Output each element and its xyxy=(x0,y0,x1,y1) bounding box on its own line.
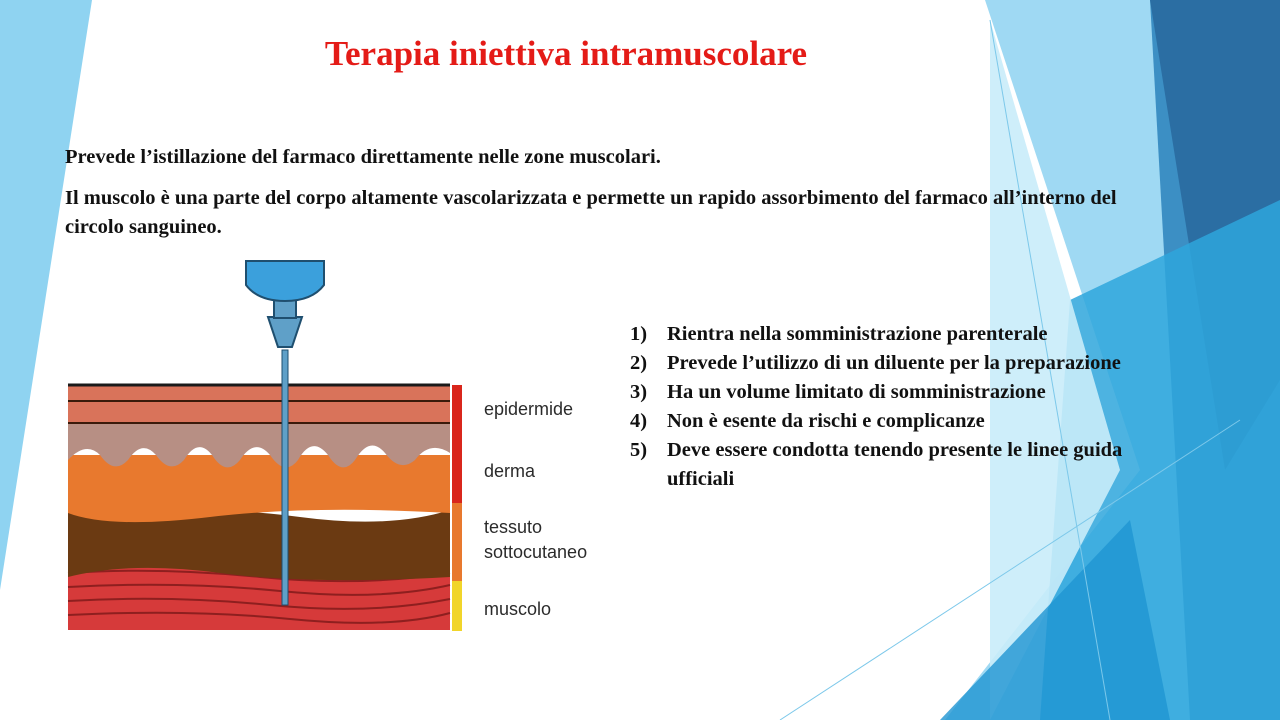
list-item xyxy=(630,320,1150,349)
list-item xyxy=(630,436,1150,494)
list-item-number: 4) xyxy=(630,410,648,432)
epidermis-layer xyxy=(68,385,450,423)
description-text: Il muscolo è una parte del corpo altamente vascolarizzata e permette un rapido assorbimento del farmaco all’interno del circolo sanguineo. xyxy=(65,187,1117,238)
list-item-number: 3) xyxy=(630,381,648,403)
list-item-number: 1) xyxy=(630,323,648,345)
slide-title: Terapia iniettiva intramuscolare xyxy=(324,34,808,73)
needle-hub xyxy=(268,317,302,347)
list-item xyxy=(630,349,1150,378)
label-subcutaneous-line2: sottocutaneo xyxy=(484,542,588,562)
list-item-text: Non è esente da rischi e complicanze xyxy=(667,410,985,432)
label-dermis: derma xyxy=(484,461,536,481)
intro-text: Prevede l’istillazione del farmaco direttamente nelle zone muscolari. xyxy=(65,146,661,168)
list-item-text: Deve essere condotta tenendo presente le linee guida ufficiali xyxy=(667,439,1123,490)
list-item-text: Rientra nella somministrazione parenterale xyxy=(667,323,1048,345)
side-bar-epidermis-dermis xyxy=(452,385,462,503)
label-subcutaneous-line1: tessuto xyxy=(484,517,543,537)
label-epidermis: epidermide xyxy=(484,399,574,419)
list-item xyxy=(630,407,1150,436)
needle xyxy=(282,350,288,605)
syringe-connector xyxy=(274,300,296,318)
list-item xyxy=(630,378,1150,407)
dermis-layer xyxy=(68,455,450,522)
list-item-text: Prevede l’utilizzo di un diluente per la preparazione xyxy=(667,352,1121,374)
list-item-text: Ha un volume limitato di somministrazione xyxy=(667,381,1046,403)
side-bar-subcutaneous xyxy=(452,503,462,581)
syringe-barrel xyxy=(246,261,324,301)
label-muscle: muscolo xyxy=(484,599,552,619)
key-points-list xyxy=(630,320,1150,494)
list-item-number: 2) xyxy=(630,352,648,374)
injection-diagram xyxy=(60,255,620,640)
list-item-number: 5) xyxy=(630,439,648,461)
side-bar-muscle xyxy=(452,581,462,631)
